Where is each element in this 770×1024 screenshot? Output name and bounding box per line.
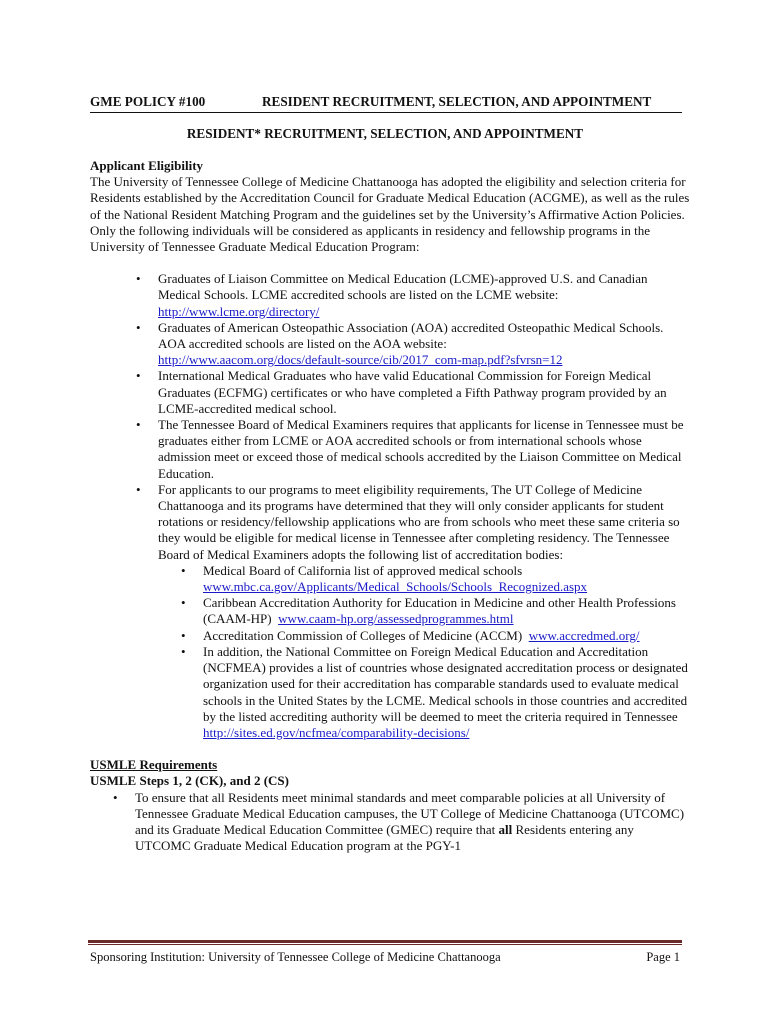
list-item-text: International Medical Graduates who have valid Educational Commission for Foreign Medical Graduates (ECFMG) certificates or who have completed a Fifth Pathway program provided by an LCME-accredited medical school. (158, 368, 667, 416)
sub-list-item (158, 644, 690, 741)
sub-list-item (158, 628, 690, 644)
sub-item-text: In addition, the National Committee on Foreign Medical Education and Accreditation (NCFMEA) provides a list of countries whose designated accreditation process or designated organization used for their accreditation has comparable standards used to evaluate medical schools in the United States by the LCME. Medical schools in those countries and accredited by the listed accrediting authority will be deemed to meet the criteria required in Tennessee (203, 643, 688, 724)
list-item-text: Graduates of American Osteopathic Association (AOA) accredited Osteopathic Medical Schools. AOA accredited schools are listed on the AOA website: (158, 319, 664, 352)
eligibility-list (90, 271, 690, 741)
policy-header-title: RESIDENT RECRUITMENT, SELECTION, AND APPOINTMENT (262, 94, 652, 109)
list-item-text: Graduates of Liaison Committee on Medical Education (LCME)-approved U.S. and Canadian Medical Schools. LCME accredited schools are listed on the LCME website: (158, 271, 648, 303)
accm-link[interactable]: www.accredmed.org/ (528, 627, 640, 643)
document-title: RESIDENT* RECRUITMENT, SELECTION, AND APPOINTMENT (186, 126, 584, 141)
eligibility-heading: Applicant Eligibility (90, 158, 204, 173)
list-item-text: For applicants to our programs to meet eligibility requirements, The UT College of Medicine Chattanooga and its programs have determined that they will only consider applicants for student rotations or residency/fellowship applications who are from schools who meet these same criteria so they would be eligible for medical license in Tennessee after completing residency. The Tennessee Board of Medical Examiners adopts the following list of accreditation bodies: (158, 481, 680, 562)
list-item-text: The Tennessee Board of Medical Examiners requires that applicants for license in Tennessee must be graduates either from LCME or AOA accredited schools or from international schools whose admission meet or exceed those of medical schools accredited by the Liaison Committee on Medical Education. (158, 417, 684, 481)
aoa-link[interactable]: http://www.aacom.org/docs/default-source/cib/2017_com-map.pdf?sfvrsn=12 (158, 352, 563, 368)
list-item (90, 482, 690, 741)
usmle-subheading: USMLE Steps 1, 2 (CK), and 2 (CS) (90, 773, 289, 789)
lcme-link[interactable]: http://www.lcme.org/directory/ (158, 303, 320, 319)
document-body (90, 158, 690, 854)
footer-rule (88, 940, 682, 943)
usmle-list (67, 790, 690, 855)
sub-list-item (158, 563, 690, 595)
accreditation-bodies-list (158, 563, 690, 741)
list-item (90, 320, 690, 369)
list-item (90, 368, 690, 417)
ncfmea-link[interactable]: http://sites.ed.gov/ncfmea/comparability-decisions/ (203, 724, 470, 740)
page-number: Page 1 (646, 950, 680, 964)
policy-number: GME POLICY #100 (90, 94, 206, 109)
mbc-link[interactable]: www.mbc.ca.gov/Applicants/Medical_Schools/Schools_Recognized.aspx (203, 579, 588, 595)
caam-hp-link[interactable]: www.caam-hp.org/assessedprogrammes.html (278, 611, 514, 627)
sub-item-text: Medical Board of California list of approved medical schools (203, 562, 523, 578)
usmle-text-start: To ensure that all Residents meet minimal standards and meet comparable policies at all University of Tennessee Graduate Medical Education campuses, the UT College of Medicine Chattanooga (UTCOMC) and its Graduate Medical Education Committee (GMEC) require that (135, 789, 685, 837)
usmle-text-end: Residents entering any UTCOMC Graduate Medical Education program at the PGY-1 (135, 821, 634, 854)
list-item (90, 271, 690, 320)
sub-item-text: Caribbean Accreditation Authority for Education in Medicine and other Health Professions (CAAM-HP) (203, 595, 676, 627)
policy-header (90, 94, 682, 113)
list-item (67, 790, 690, 855)
page-footer (88, 940, 682, 967)
footer-sponsor: Sponsoring Institution: University of Tennessee College of Medicine Chattanooga (90, 950, 501, 964)
usmle-text-emphasis: all (498, 821, 513, 837)
usmle-heading: USMLE Requirements (90, 757, 218, 773)
footer-rule-thin (88, 944, 682, 945)
sub-item-text: Accreditation Commission of Colleges of Medicine (ACCM) (203, 627, 523, 643)
list-item (90, 417, 690, 482)
sub-list-item (158, 595, 690, 627)
eligibility-intro: The University of Tennessee College of Medicine Chattanooga has adopted the eligibility and selection criteria for Residents established by the Accreditation Council for Graduate Medical Education (ACGME), as well as the rules of the National Resident Matching Program and the guidelines set by the University’s Affirmative Action Policies. Only the following individuals will be considered as applicants in residency and fellowship programs in the University of Tennessee Graduate Medical Education Program: (90, 174, 690, 255)
